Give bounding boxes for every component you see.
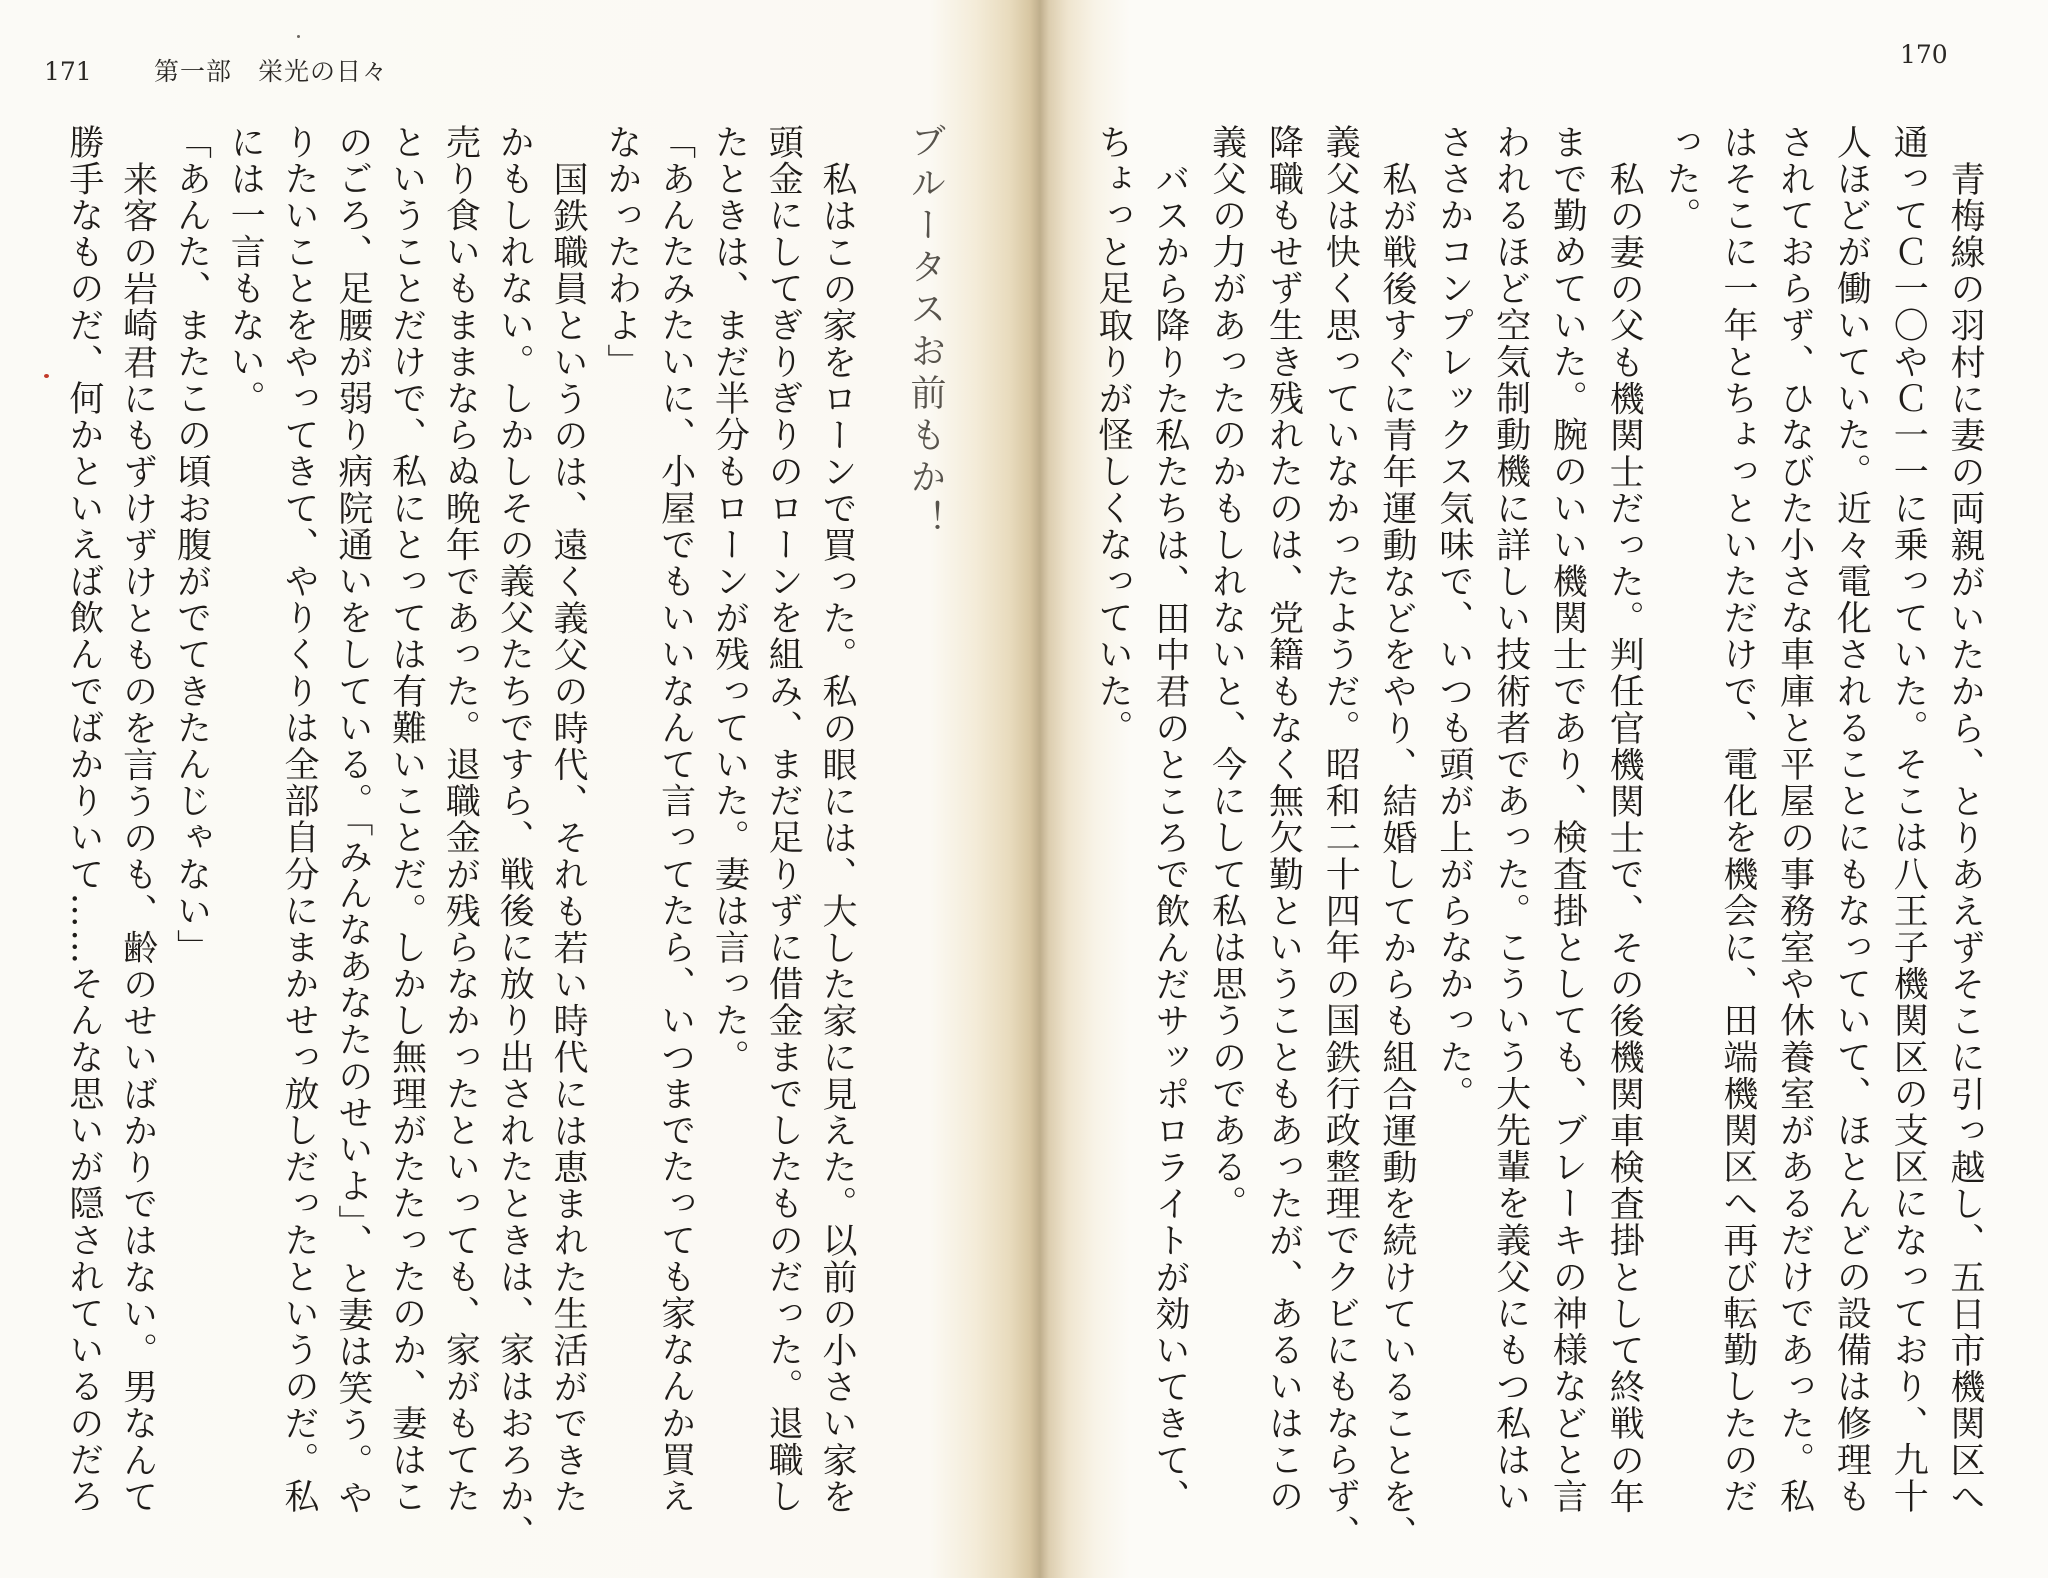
text-column: 私はこの家をローンで買った。私の眼には、大した家に見えた。以前の小さい家を: [817, 160, 857, 1515]
right-page: [1040, 0, 2048, 1578]
scan-speck: [44, 374, 49, 378]
text-column: のごろ、足腰が弱り病院通いをしている。「みんなあなたのせいよ」、と妻は笑う。や: [332, 124, 373, 1517]
text-column: まで勤めていた。腕のいい機関士であり、検査掛としても、ブレーキの神様などと言: [1547, 124, 1588, 1515]
text-column: 「あんたみたいに、小屋でもいいなんて言ってたら、いつまでたっても家なんか買え: [655, 124, 696, 1515]
text-column: には一言もない。: [225, 124, 266, 417]
text-column: 人ほどが働いていた。近々電化されることにもなっていて、ほとんどの設備は修理も: [1831, 124, 1872, 1515]
right-page-number: 170: [1900, 40, 1948, 69]
text-column: 私の妻の父も機関士だった。判任官機関士で、その後機関車検査掛として終戦の年: [1604, 160, 1645, 1515]
running-head-title: 第一部 栄光の日々: [154, 57, 389, 86]
text-column: りたいことをやってきて、やりくりは全部自分にまかせっ放しだったというのだ。私: [279, 124, 320, 1515]
left-page-text: [56, 124, 863, 1569]
text-column: 来客の岩崎君にもずけずけとものを言うのも、齢のせいばかりではない。男なんて: [117, 160, 158, 1515]
text-column: 青梅線の羽村に妻の両親がいたから、とりあえずそこに引っ越し、五日市機関区へ: [1945, 160, 1985, 1515]
section-heading: ブルータスお前もか！: [905, 122, 946, 542]
text-column: 頭金にしてぎりぎりのローンを組み、まだ足りずに借金までしたものだった。退職し: [763, 124, 804, 1515]
left-page-number: 171: [44, 57, 92, 86]
text-column: はそこに一年とちょっといただけで、電化を機会に、田端機関区へ再び転勤したのだ: [1717, 124, 1758, 1515]
text-column: たときは、まだ半分もローンが残っていた。妻は言った。: [709, 124, 750, 1076]
text-column: われるほど空気制動機に詳しい技術者であった。こういう大先輩を義父にもつ私はい: [1490, 124, 1531, 1515]
text-column: ちょっと足取りが怪しくなっていた。: [1093, 124, 1134, 747]
text-column: なかったわよ」: [601, 124, 642, 381]
text-column: かもしれない。しかしその義父たちですら、戦後に放り出されたときは、家はおろか、: [494, 124, 535, 1552]
right-page-text: [1084, 124, 1993, 1569]
text-column: ということだけで、私にとっては有難いことだ。しかし無理がたたったのか、妻はこ: [386, 124, 427, 1515]
text-column: 売り食いもままならぬ晩年であった。退職金が残らなかったといっても、家がもてた: [440, 124, 481, 1515]
text-column: 勝手なものだ、何かといえば飲んでばかりいて……そんな思いが隠されているのだろ: [63, 124, 104, 1515]
text-column: 国鉄職員というのは、遠く義父の時代、それも若い時代には恵まれた生活ができた: [548, 160, 589, 1515]
text-column: 通ってＣ一〇やＣ一一に乗っていた。そこは八王子機関区の支区になっており、九十: [1888, 124, 1929, 1515]
text-column: バスから降りた私たちは、田中君のところで飲んだサッポロライトが効いてきて、: [1149, 160, 1190, 1515]
text-column: 私が戦後すぐに青年運動などをやり、結婚してからも組合運動を続けていることを、: [1377, 160, 1418, 1552]
text-column: ささかコンプレックス気味で、いつも頭が上がらなかった。: [1433, 124, 1474, 1113]
text-column: されておらず、ひなびた小さな車庫と平屋の事務室や休養室があるだけであった。私: [1774, 124, 1815, 1515]
text-column: 「あんた、またこの頃お腹がでてきたんじゃない」: [171, 124, 212, 966]
text-column: 義父の力があったのかもしれないと、今にして私は思うのである。: [1206, 124, 1247, 1222]
text-column: った。: [1661, 124, 1702, 234]
scan-speck: [297, 35, 300, 38]
text-column: 降職もせず生き残れたのは、党籍もなく無欠勤ということもあったが、あるいはこの: [1263, 124, 1304, 1515]
text-column: 義父は快く思っていなかったようだ。昭和二十四年の国鉄行政整理でクビにもならず、: [1320, 124, 1361, 1552]
